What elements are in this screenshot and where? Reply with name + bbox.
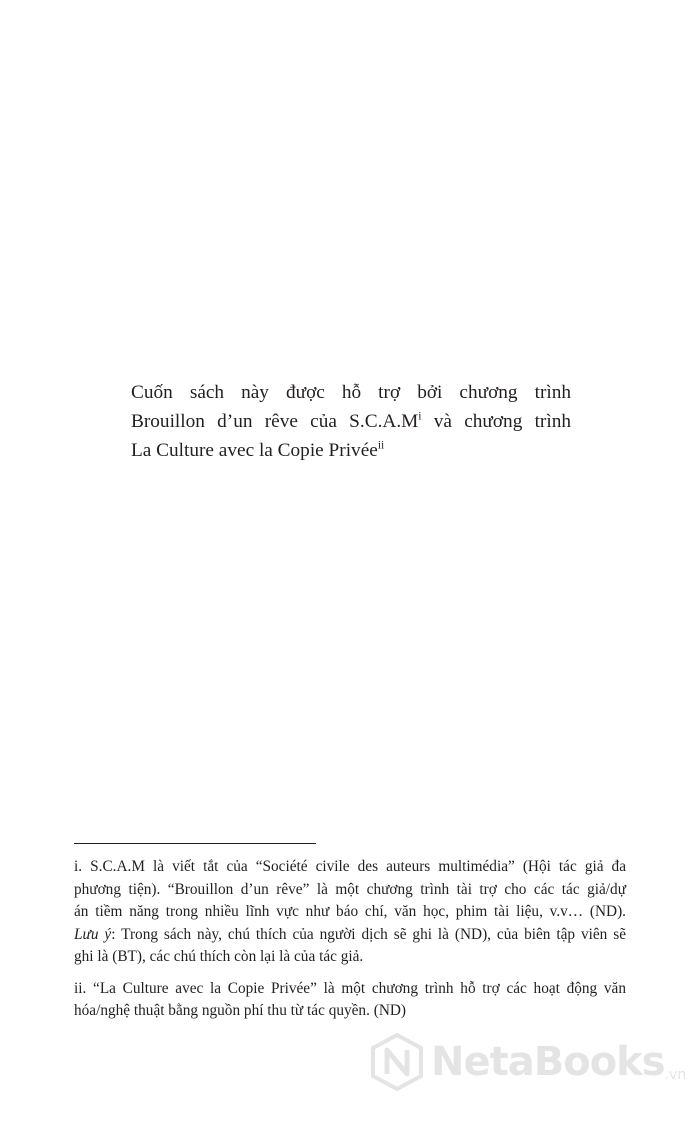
footnote-i-line-1: i. S.C.A.M là viết tắt của “Société civile des auteurs multimédia” (Hội tác giả đa bbox=[74, 858, 626, 875]
neta-logo-icon bbox=[367, 1032, 427, 1092]
footnote-i bbox=[74, 856, 626, 969]
footnote-ref-i: i bbox=[418, 409, 422, 423]
note-label: Lưu ý bbox=[74, 925, 112, 943]
acknowledgement-line-2 bbox=[131, 407, 571, 436]
acknowledgement-paragraph bbox=[131, 378, 571, 465]
watermark bbox=[367, 1027, 687, 1097]
footnote-ref-ii: ii bbox=[377, 438, 385, 452]
footnote-ii-line-2: hóa/nghệ thuật bằng nguồn phí thu từ tác quyền. (ND) bbox=[74, 1002, 407, 1019]
footnote-i-line-4-rest: : Trong sách này, chú thích của người dịch sẽ ghi là (ND), của biên tập viên sẽ bbox=[111, 925, 626, 943]
footnote-i-line-3: án tiềm năng trong nhiều lĩnh vực như báo chí, văn học, phim tài liệu, v.v… (ND). bbox=[74, 903, 626, 920]
watermark-brand: NetaBooks bbox=[431, 1039, 665, 1085]
footnote-divider bbox=[74, 843, 316, 844]
footnote-ii bbox=[74, 978, 626, 1023]
footnotes bbox=[74, 856, 626, 1032]
acknowledgement-line-2-text: Brouillon d’un rêve của S.C.A.M bbox=[131, 411, 419, 432]
footnote-i-line-4 bbox=[74, 924, 626, 947]
acknowledgement-line-3-text: La Culture avec la Copie Privée bbox=[131, 440, 378, 461]
acknowledgement-line-3 bbox=[131, 436, 571, 465]
acknowledgement-line-1: Cuốn sách này được hỗ trợ bởi chương trình bbox=[131, 382, 571, 403]
footnote-i-line-2: phương tiện). “Brouillon d’un rêve” là một chương trình tài trợ cho các tác giả/dự bbox=[74, 880, 626, 898]
footnote-i-line-5: ghi là (BT), các chú thích còn lại là của tác giả. bbox=[74, 948, 364, 965]
footnote-ii-line-1: ii. “La Culture avec la Copie Privée” là một chương trình hỗ trợ các hoạt động văn bbox=[74, 979, 626, 997]
watermark-suffix: .vn bbox=[664, 1067, 687, 1083]
acknowledgement-line-2-tail: và chương trình bbox=[421, 411, 571, 432]
